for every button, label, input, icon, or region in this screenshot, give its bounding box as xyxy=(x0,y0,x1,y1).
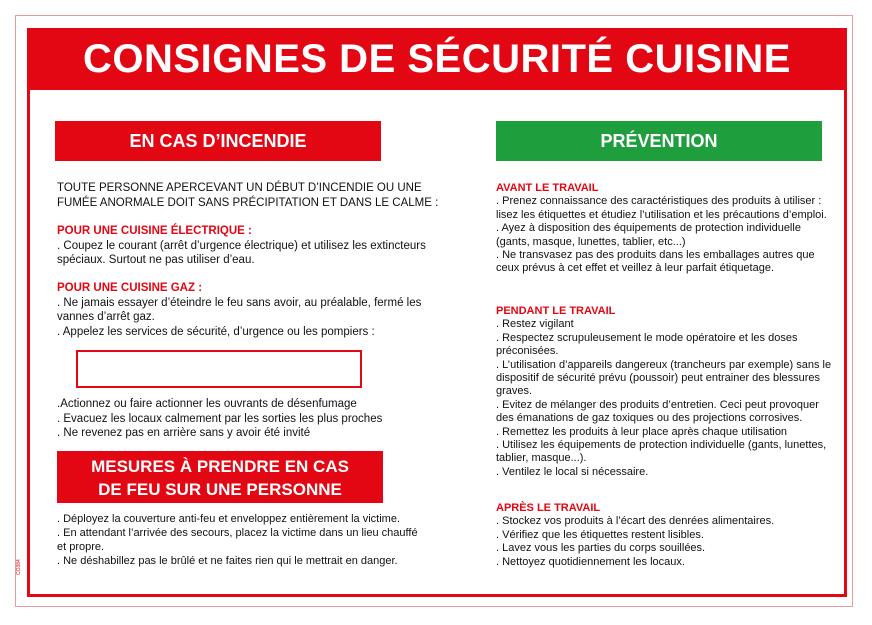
sign-title: CONSIGNES DE SÉCURITÉ CUISINE xyxy=(27,28,847,90)
after-work-block xyxy=(496,502,834,569)
burning-person-line: . Déployez la couverture anti-feu et enveloppez entièrement la victime. xyxy=(57,513,401,525)
electric-kitchen-block xyxy=(57,224,452,268)
after-work-label: APRÈS LE TRAVAIL xyxy=(496,502,601,514)
prevention-section-header: PRÉVENTION xyxy=(496,121,822,161)
gas-kitchen-label: POUR UNE CUISINE GAZ : xyxy=(57,282,203,294)
evacuation-line: . Ne revenez pas en arrière sans y avoir été invité xyxy=(57,427,311,439)
before-work-block xyxy=(496,182,834,276)
burning-person-line: . En attendant l’arrivée des secours, placez la victime dans un lieu chauffé et propre. xyxy=(57,527,418,553)
during-work-line: . Restez vigilant xyxy=(496,318,574,331)
during-work-label: PENDANT LE TRAVAIL xyxy=(496,305,616,317)
before-work-line: . Prenez connaissance des caractéristiques des produits à utiliser : lisez les étiquettes et étudiez l’utilisation et les précautions d’emploi. xyxy=(496,195,827,221)
after-work-line: . Stockez vos produits à l’écart des denrées alimentaires. xyxy=(496,515,775,528)
product-code: CO384 xyxy=(16,559,22,575)
fire-intro-text: TOUTE PERSONNE APERCEVANT UN DÉBUT D’INCENDIE OU UNE FUMÉE ANORMALE DOIT SANS PRÉCIPITATION ET DANS LE CALME : xyxy=(57,182,439,209)
gas-kitchen-line: . Appelez les services de sécurité, d’urgence ou les pompiers : xyxy=(57,325,375,338)
burning-person-header xyxy=(57,451,383,503)
emergency-number-box xyxy=(76,350,362,388)
electric-kitchen-label: POUR UNE CUISINE ÉLECTRIQUE : xyxy=(57,225,252,237)
during-work-line: . Ventilez le local si nécessaire. xyxy=(496,465,649,478)
after-work-line: . Lavez vous les parties du corps souillées. xyxy=(496,542,706,555)
evacuation-line: .Actionnez ou faire actionner les ouvrants de désenfumage xyxy=(57,398,357,410)
burning-person-line: . Ne déshabillez pas le brûlé et ne faites rien qui le mettrait en danger. xyxy=(57,555,398,567)
during-work-line: . Respectez scrupuleusement le mode opératoire et les doses préconisées. xyxy=(496,331,798,358)
before-work-line: . Ne transvasez pas des produits dans les emballages autres que ceux prévus à cet effet et veillez à leur parfait étiquetage. xyxy=(496,249,815,275)
gas-kitchen-block xyxy=(57,281,452,339)
burning-person-block xyxy=(57,512,427,568)
gas-kitchen-line: . Ne jamais essayer d’éteindre le feu sans avoir, au préalable, fermé les vannes d’arrêt gaz. xyxy=(57,296,422,323)
evacuation-block xyxy=(57,397,452,441)
during-work-line: . L’utilisation d’appareils dangereux (trancheurs par exemple) sans le dispositif de sécurité prévu (poussoir) peut entrainer des blessures graves. xyxy=(496,358,832,398)
during-work-line: . Utilisez les équipements de protection individuelle (gants, lunettes, tablier, masque...). xyxy=(496,439,827,465)
evacuation-line: . Evacuez les locaux calmement par les sorties les plus proches xyxy=(57,412,383,425)
burning-person-header-line1: MESURES À PRENDRE EN CAS xyxy=(91,457,349,476)
after-work-line: . Vérifiez que les étiquettes restent lisibles. xyxy=(496,528,704,541)
before-work-line: . Ayez à disposition des équipements de protection individuelle (gants, masque, lunettes, tablier, etc...) xyxy=(496,222,801,248)
fire-intro xyxy=(57,181,452,210)
electric-kitchen-line: . Coupez le courant (arrêt d’urgence électrique) et utilisez les extincteurs spéciaux. Surtout ne pas utiliser d’eau. xyxy=(57,239,426,266)
during-work-line: . Evitez de mélanger des produits d’entretien. Ceci peut provoquer des émanations de gaz toxiques ou des projections corrosives. xyxy=(496,398,819,425)
during-work-block xyxy=(496,305,834,479)
after-work-line: . Nettoyez quotidiennement les locaux. xyxy=(496,555,685,568)
before-work-label: AVANT LE TRAVAIL xyxy=(496,182,599,194)
during-work-line: . Remettez les produits à leur place après chaque utilisation xyxy=(496,425,788,438)
burning-person-header-line2: DE FEU SUR UNE PERSONNE xyxy=(98,480,342,499)
fire-section-header: EN CAS D’INCENDIE xyxy=(55,121,381,161)
